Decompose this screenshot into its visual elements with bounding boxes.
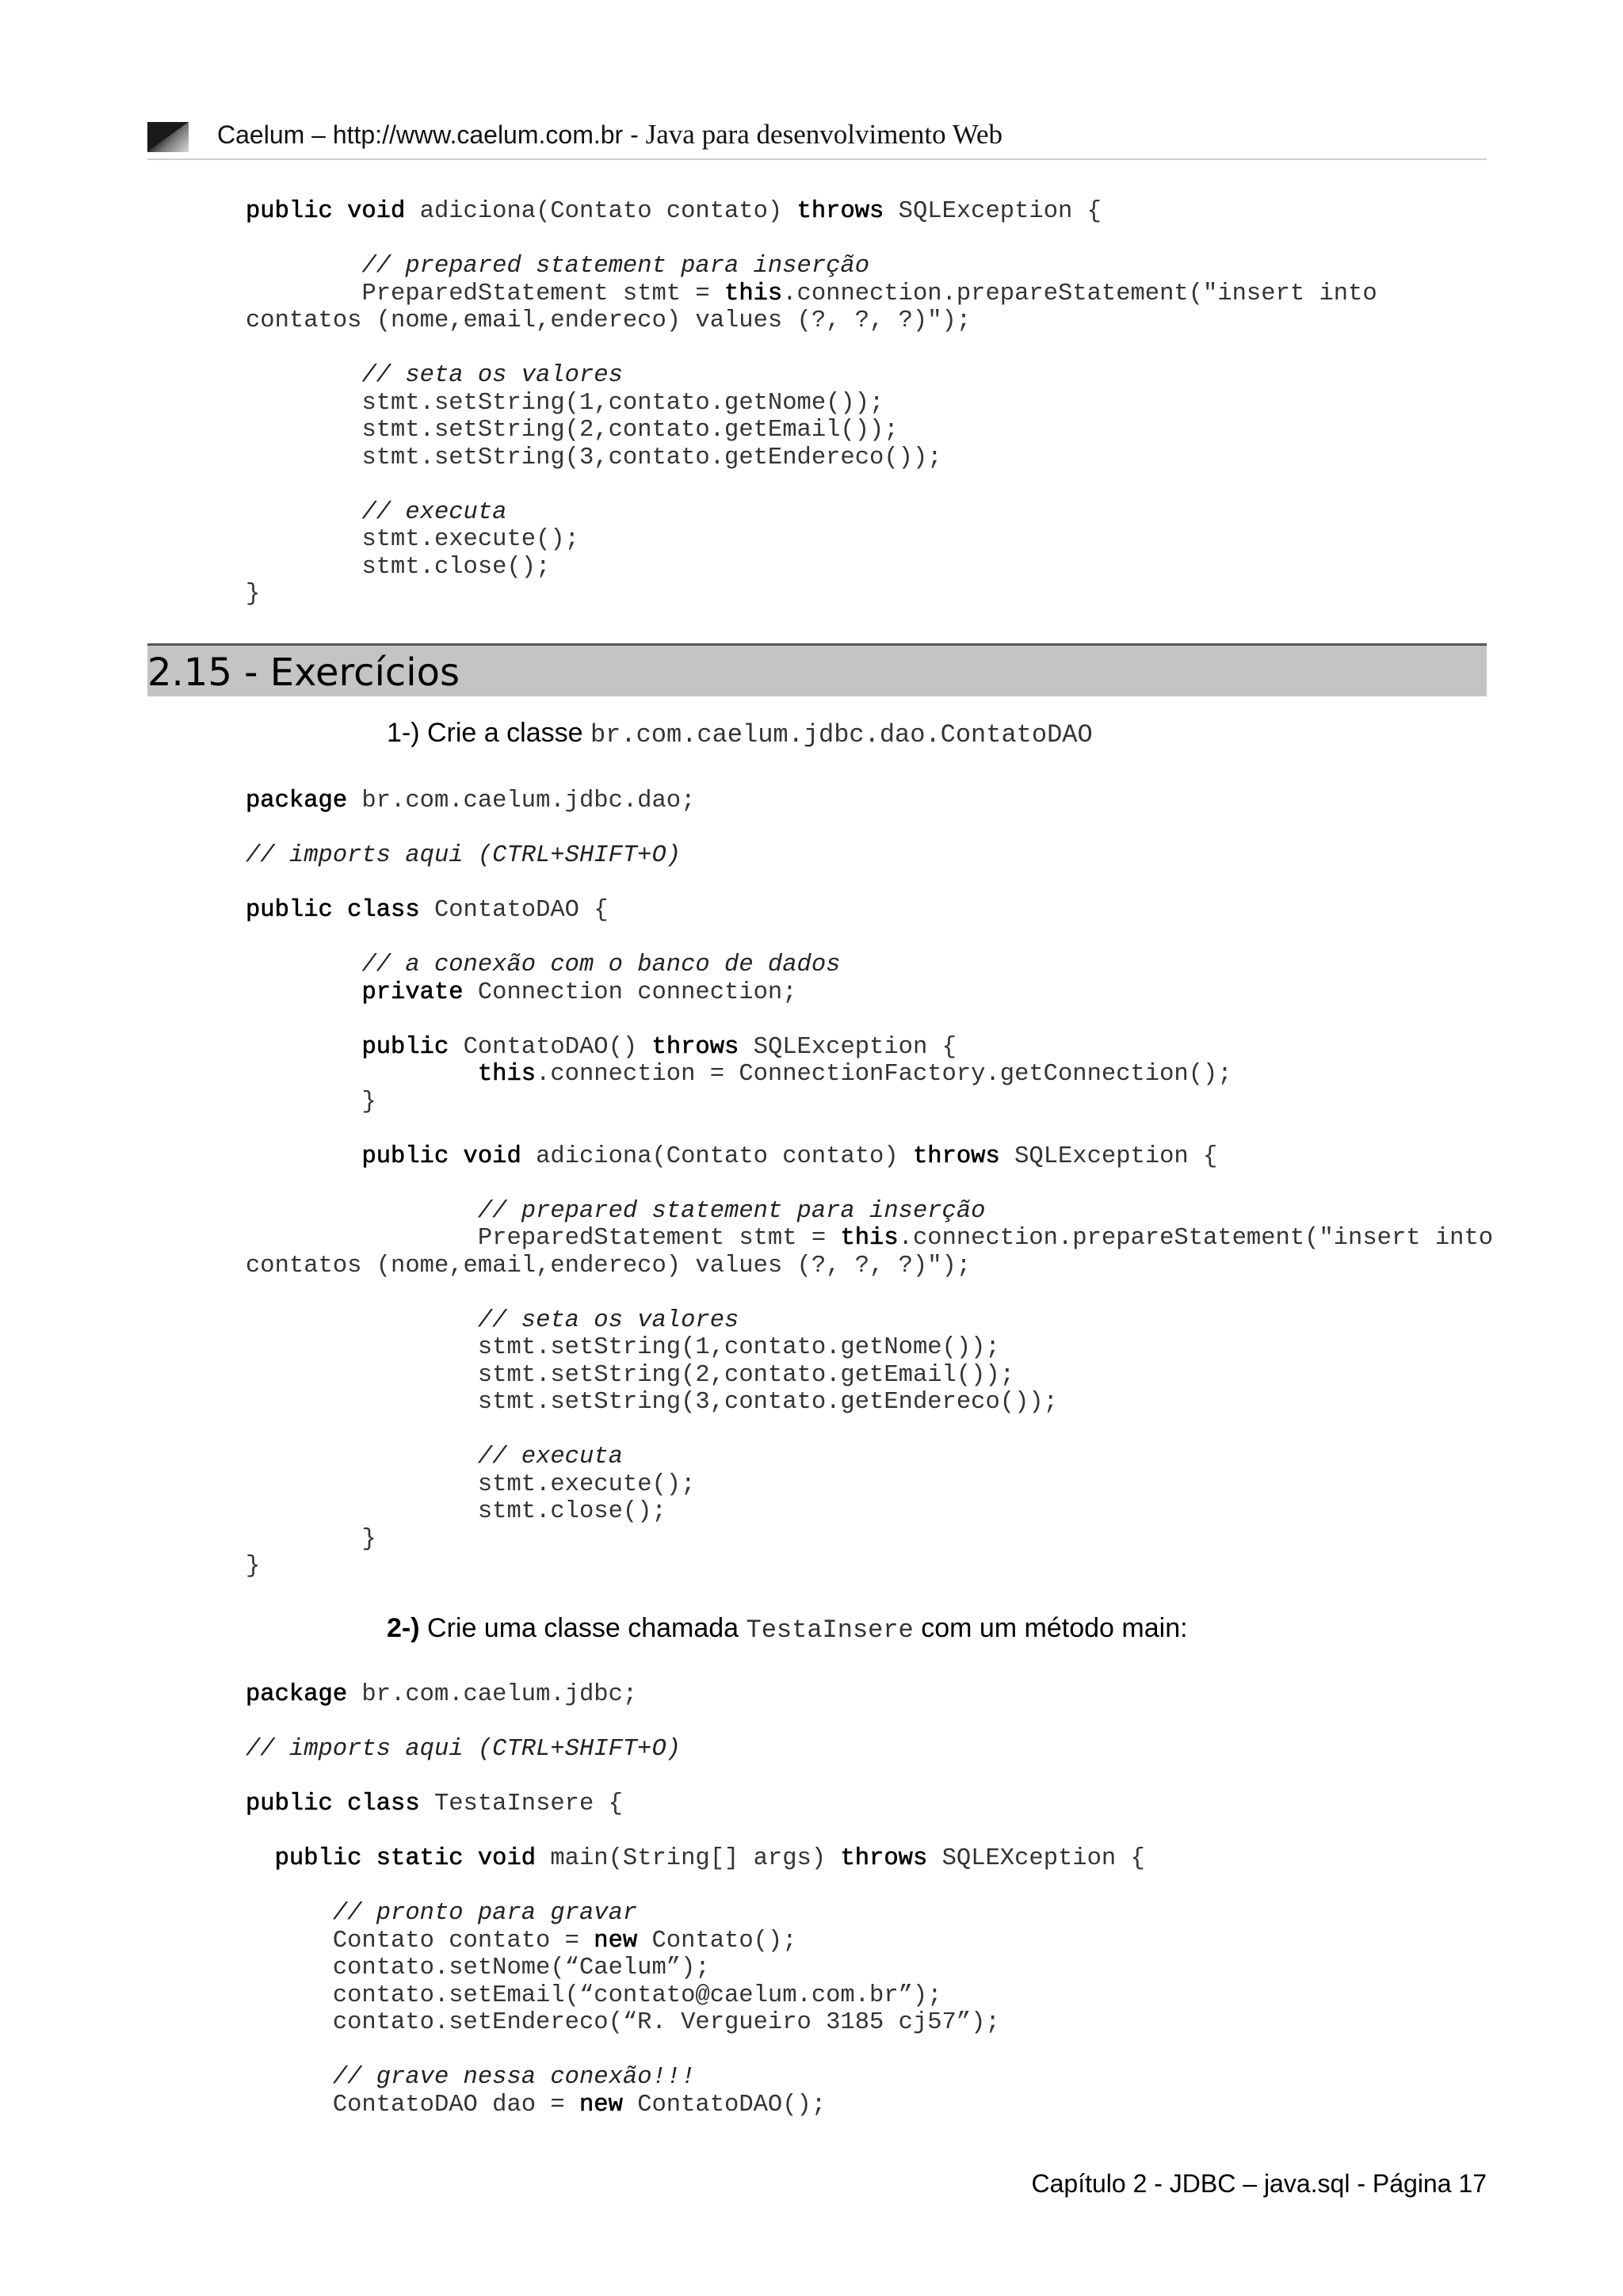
code-line [246, 1444, 623, 1470]
code-line [246, 2092, 826, 2119]
code-text [246, 2064, 333, 2091]
code-text: contatos (nome,email,endereco) values (?, ?, ?)"); [246, 307, 972, 334]
code-text: stmt.close(); [246, 553, 551, 581]
code-line [246, 1526, 376, 1553]
header-text [217, 119, 1002, 151]
code-text [246, 362, 361, 389]
exercise-2-suffix: com um método main: [913, 1613, 1188, 1643]
code-line [246, 842, 681, 869]
code-line [246, 1307, 739, 1334]
code-line [246, 526, 579, 553]
header-prefix: Caelum – http://www.caelum.com.br - [217, 120, 646, 149]
code-text: } [246, 1525, 376, 1553]
exercise-2-number: 2-) [387, 1613, 420, 1643]
code-keyword: throws [840, 1845, 928, 1872]
code-comment: // grave nessa conexão!!! [332, 2064, 696, 2091]
code-line [246, 1198, 985, 1225]
code-text: stmt.setString(3,contato.getEndereco()); [246, 1389, 1058, 1416]
code-line [246, 1553, 260, 1580]
code-text [246, 1845, 275, 1872]
code-text: contatos (nome,email,endereco) values (?, ?, ?)"); [246, 1252, 972, 1280]
code-keyword: package [246, 1681, 348, 1708]
code-text: stmt.setString(1,contato.getNome()); [246, 1334, 1000, 1361]
header-title: Java para desenvolvimento Web [645, 119, 1003, 150]
code-line [246, 2064, 695, 2091]
code-line [246, 1900, 637, 1927]
code-line [246, 1089, 376, 1116]
code-text: } [246, 1553, 261, 1580]
code-line [246, 581, 260, 608]
code-line [246, 1334, 1000, 1361]
code-keyword: throws [796, 198, 884, 225]
code-line [246, 198, 1102, 225]
code-comment: // executa [477, 1444, 623, 1470]
code-line [246, 280, 1377, 307]
code-text: .connection = ConnectionFactory.getConnection(); [536, 1061, 1232, 1088]
code-line [246, 897, 609, 924]
code-line [246, 1061, 1232, 1088]
code-line [246, 499, 506, 526]
code-text: contato.setEndereco(“R. Vergueiro 3185 cj57”); [246, 2009, 1000, 2036]
code-keyword: this [477, 1061, 537, 1088]
exercise-1-class-name: br.com.caelum.jdbc.dao.ContatoDAO [590, 720, 1093, 749]
code-text: stmt.setString(3,contato.getEndereco()); [246, 444, 942, 471]
code-text: contato.setEmail(“contato@caelum.com.br”); [246, 1981, 942, 2009]
code-line [246, 1791, 623, 1817]
code-keyword: this [724, 280, 783, 307]
code-text: stmt.setString(1,contato.getNome()); [246, 389, 884, 417]
code-line [246, 979, 797, 1006]
code-text [246, 1307, 478, 1334]
code-keyword: private [361, 978, 464, 1006]
code-keyword: package [246, 788, 348, 814]
code-text [246, 1900, 333, 1927]
exercise-1-label: 1-) Crie a classe [387, 718, 590, 748]
code-line [246, 1845, 1145, 1872]
section-title: 2.15 - Exercícios [147, 650, 460, 695]
page-header [147, 116, 1487, 160]
code-comment: // prepared statement para inserção [477, 1197, 986, 1225]
code-text: SQLEXception { [927, 1845, 1145, 1872]
code-text: stmt.setString(2,contato.getEmail()); [246, 417, 899, 444]
code-block-testainsere [246, 1681, 1145, 2119]
code-line [246, 1143, 1217, 1170]
code-line [246, 788, 695, 814]
code-keyword: public [361, 1033, 449, 1061]
code-line [246, 1736, 681, 1763]
code-keyword: public void [246, 198, 406, 225]
code-block-adiciona [246, 198, 1377, 608]
code-keyword: this [840, 1225, 899, 1252]
code-line [246, 1982, 942, 2009]
code-text: TestaInsere { [419, 1791, 623, 1817]
exercise-2-class-name: TestaInsere [746, 1615, 914, 1645]
code-text [246, 1034, 361, 1061]
code-text: stmt.execute(); [246, 526, 579, 553]
code-keyword: new [594, 1927, 638, 1955]
code-text: ContatoDAO { [419, 897, 609, 924]
code-text: } [246, 581, 261, 608]
code-comment: // executa [361, 498, 507, 526]
code-text: SQLException { [999, 1142, 1218, 1170]
code-text: contato.setNome(“Caelum”); [246, 1955, 710, 1981]
code-text: ContatoDAO dao = [246, 2091, 579, 2119]
code-comment: // seta os valores [361, 362, 623, 389]
code-text [246, 979, 361, 1006]
code-line [246, 952, 840, 978]
code-text: PreparedStatement stmt = [246, 1225, 841, 1252]
code-text: br.com.caelum.jdbc.dao; [347, 788, 696, 814]
code-text: adiciona(Contato contato) [405, 198, 797, 225]
code-keyword: public void [361, 1142, 521, 1170]
code-line [246, 2009, 1000, 2036]
exercise-2-label: Crie uma classe chamada [419, 1613, 747, 1643]
code-line [246, 1955, 710, 1981]
code-line [246, 253, 869, 280]
code-keyword: public static void [274, 1845, 537, 1872]
code-comment: // imports aqui (CTRL+SHIFT+O) [246, 842, 682, 869]
code-text: Contato contato = [246, 1927, 594, 1955]
code-keyword: public class [246, 897, 420, 924]
code-text: ContatoDAO(); [622, 2091, 827, 2119]
code-comment: // pronto para gravar [332, 1900, 638, 1927]
code-text [246, 1198, 478, 1225]
code-line [246, 390, 884, 417]
code-line [246, 307, 971, 334]
code-line [246, 1034, 957, 1061]
code-text: adiciona(Contato contato) [521, 1142, 913, 1170]
code-text: } [246, 1088, 376, 1116]
code-text: Contato(); [637, 1927, 797, 1955]
code-text: ContatoDAO() [449, 1033, 652, 1061]
code-line [246, 417, 899, 444]
code-line [246, 554, 550, 581]
code-line [246, 1253, 971, 1280]
code-text [246, 1444, 478, 1470]
code-text [246, 1061, 478, 1088]
code-line [246, 1225, 1493, 1252]
section-heading [147, 643, 1487, 696]
code-keyword: public class [246, 1791, 420, 1817]
code-keyword: throws [651, 1033, 739, 1061]
code-text: Connection connection; [463, 978, 797, 1006]
code-comment: // a conexão com o banco de dados [361, 952, 841, 978]
code-text: PreparedStatement stmt = [246, 280, 725, 307]
code-comment: // seta os valores [477, 1306, 739, 1334]
code-text [246, 1143, 361, 1170]
code-text: SQLException { [739, 1033, 957, 1061]
exercise-2-text [387, 1613, 1188, 1645]
code-block-contatodao [246, 788, 1493, 1581]
code-keyword: throws [912, 1142, 1000, 1170]
code-text [246, 253, 361, 280]
code-text [246, 952, 361, 978]
code-line [246, 1928, 797, 1955]
code-keyword: new [579, 2091, 623, 2119]
code-line [246, 1389, 1058, 1416]
code-text: .connection.prepareStatement("insert into [898, 1225, 1494, 1252]
code-text: main(String[] args) [536, 1845, 841, 1872]
code-line [246, 362, 623, 389]
code-text: stmt.execute(); [246, 1470, 696, 1498]
code-line [246, 1471, 695, 1498]
code-line [246, 444, 942, 471]
page-footer: Capítulo 2 - JDBC – java.sql - Página 17 [1031, 2169, 1487, 2198]
code-text [246, 499, 361, 526]
code-line [246, 1362, 1014, 1389]
code-text: .connection.prepareStatement("insert into [782, 280, 1377, 307]
exercise-1-text [387, 718, 1093, 749]
code-text: SQLException { [884, 198, 1102, 225]
code-text: br.com.caelum.jdbc; [347, 1681, 638, 1708]
code-line [246, 1498, 666, 1525]
code-text: stmt.close(); [246, 1498, 666, 1525]
code-comment: // prepared statement para inserção [361, 253, 870, 280]
code-comment: // imports aqui (CTRL+SHIFT+O) [246, 1736, 682, 1763]
code-text: stmt.setString(2,contato.getEmail()); [246, 1361, 1015, 1389]
code-line [246, 1681, 637, 1708]
